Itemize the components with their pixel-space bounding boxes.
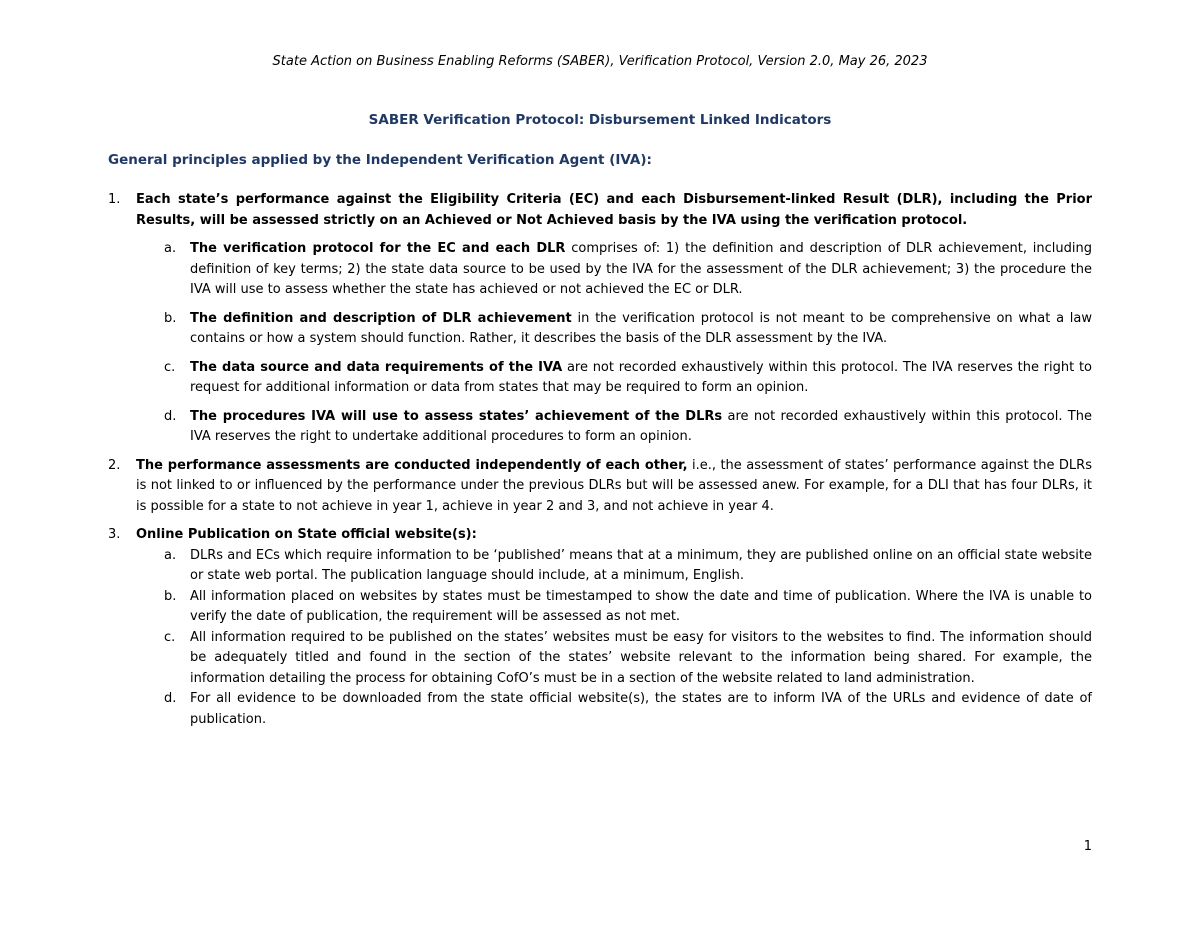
principles-list xyxy=(108,190,1092,730)
sub-item-bold-text: The data source and data requirements of the IVA xyxy=(190,359,563,375)
item-bold-text: Online Publication on State official website(s): xyxy=(136,527,477,542)
sub-item-bold-text: The procedures IVA will use to assess states’ achievement of the DLRs xyxy=(190,408,723,424)
sub-item-letter: b. xyxy=(164,588,177,604)
principle-item-2 xyxy=(108,456,1092,518)
sub-item-letter: c. xyxy=(164,359,176,375)
sub-item-3d xyxy=(136,689,1092,730)
sub-item-3b xyxy=(136,587,1092,628)
sub-item-list xyxy=(136,239,1092,448)
sub-item-1d xyxy=(136,407,1092,448)
item-bold-text: The performance assessments are conducted independently of each other, xyxy=(136,457,688,473)
sub-item-1a xyxy=(136,239,1092,301)
item-bold-text: Each state’s performance against the Eligibility Criteria (EC) and each Disbursement-linked Result (DLR), including the Prior Results, will be assessed strictly on an Achieved or Not Achieved basis by the IVA using the verification protocol. xyxy=(136,192,1092,228)
principle-item-1 xyxy=(108,190,1092,448)
sub-item-letter: d. xyxy=(164,691,177,706)
item-number: 3. xyxy=(108,527,121,542)
document-title: SABER Verification Protocol: Disbursement Linked Indicators xyxy=(368,112,832,128)
sub-item-text: are not recorded exhaustively within this protocol. The IVA reserves the right to undertake additional procedures to form an opinion. xyxy=(190,408,1092,444)
sub-item-text: in the verification protocol is not meant to be comprehensive on what a law contains or how a system should function. Rather, it describes the basis of the DLR assessment by the IVA. xyxy=(190,310,1092,346)
sub-item-text: are not recorded exhaustively within this protocol. The IVA reserves the right to request for additional information or data from states that may be required to form an opinion. xyxy=(190,359,1092,395)
sub-item-3a xyxy=(136,546,1092,587)
sub-item-text: All information placed on websites by states must be timestamped to show the date and time of publication. Where the IVA is unable to verify the date of publication, the requirement will be assessed as not met. xyxy=(190,588,1092,624)
sub-item-text: For all evidence to be downloaded from the state official website(s), the states are to inform IVA of the URLs and evidence of date of publication. xyxy=(190,691,1092,727)
sub-item-bold-text: The definition and description of DLR achievement xyxy=(190,310,572,326)
running-header: State Action on Business Enabling Reforms (SABER), Verification Protocol, Version 2.0, May 26, 2023 xyxy=(272,54,928,69)
sub-item-text: DLRs and ECs which require information to be ‘published’ means that at a minimum, they are published online on an official state website or state web portal. The publication language should include, at a minimum, English. xyxy=(190,547,1092,583)
item-number: 1. xyxy=(108,192,121,207)
principle-item-3 xyxy=(108,525,1092,730)
sub-item-list xyxy=(136,546,1092,731)
sub-item-1b xyxy=(136,309,1092,350)
page-number: 1 xyxy=(1083,839,1092,854)
sub-item-letter: a. xyxy=(164,241,177,256)
sub-item-text: comprises of: 1) the definition and description of DLR achievement, including definition of key terms; 2) the state data source to be used by the IVA for the assessment of the DLR achievement; 3) the procedure the IVA will use to assess whether the state has achieved or not achieved the EC or DLR. xyxy=(190,241,1092,297)
sub-item-letter: a. xyxy=(164,547,177,563)
section-heading: General principles applied by the Independent Verification Agent (IVA): xyxy=(108,152,652,168)
item-text: i.e., the assessment of states’ performance against the DLRs is not linked to or influenced by the performance under the previous DLRs but will be assessed anew. For example, for a DLI that has four DLRs, it is possible for a state to not achieve in year 1, achieve in year 2 and 3, and not achieve in year 4. xyxy=(136,457,1092,514)
item-number: 2. xyxy=(108,457,121,473)
sub-item-letter: d. xyxy=(164,408,177,424)
sub-item-letter: b. xyxy=(164,310,177,326)
sub-item-bold-text: The verification protocol for the EC and each DLR xyxy=(190,241,566,256)
sub-item-3c xyxy=(136,628,1092,690)
sub-item-letter: c. xyxy=(164,629,176,645)
sub-item-text: All information required to be published on the states’ websites must be easy for visitors to the websites to find. The information should be adequately titled and found in the section of the states’ website relevant to the information being shared. For example, the information detailing the process for obtaining CofO’s must be in a section of the website related to land administration. xyxy=(190,629,1092,686)
sub-item-1c xyxy=(136,358,1092,399)
